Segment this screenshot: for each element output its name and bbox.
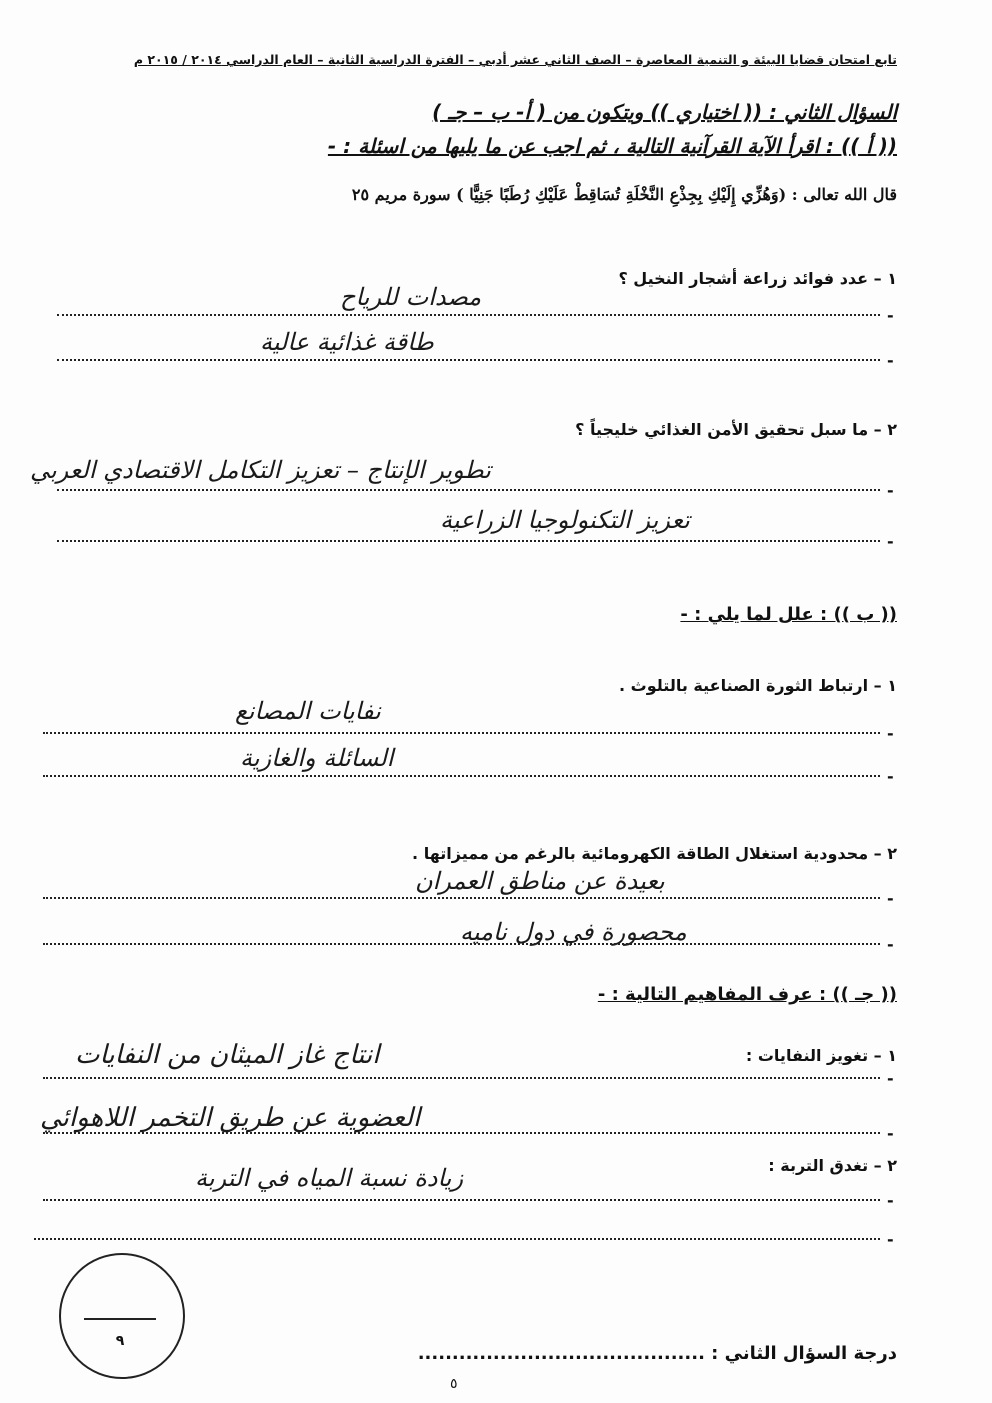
score-circle [59,1253,185,1379]
question-a2: ٢ – ما سبل تحقيق الأمن الغذائي خليجياً ؟ [575,420,897,439]
handwritten-answer: مصدات للرياح [340,283,482,311]
handwritten-answer: بعيدة عن مناطق العمران [415,867,665,895]
answer-line [43,732,880,734]
answer-dash: - [887,481,894,500]
handwritten-answer: السائلة والغازية [240,744,394,772]
quran-verse: قال الله تعالى : (وَهُزِّي إِلَيْكِ بِجِذْعِ النَّخْلَةِ تُسَاقِطْ عَلَيْكِ رُطَبًا جَنِيًّا ) سورة مريم ٢٥ [351,185,897,204]
part-b-title: (( ب )) : علل لما يلي : - [680,604,897,625]
answer-line [57,359,880,361]
answer-line [57,540,880,542]
answer-dash: - [887,351,894,370]
part-c-title: (( جـ )) : عرف المفاهيم التالية : - [597,984,897,1005]
answer-dash: - [887,1230,894,1249]
question-b1: ١ – ارتباط الثورة الصناعية بالتلوث . [619,676,897,695]
concept-c2: ٢ – تغدق التربة : [768,1156,897,1175]
part-a-instruction: (( أ )) : اقرأ الآية القرآنية التالية ، ثم اجب عن ما يليها من اسئلة : - [327,134,897,158]
answer-dash: - [887,767,894,786]
answer-line [57,489,880,491]
answer-line [43,943,880,945]
answer-line [43,1199,880,1201]
answer-line [57,314,880,316]
score-value: ٩ [115,1333,125,1349]
question-a1: ١ – عدد فوائد زراعة أشجار النخيل ؟ [618,269,897,288]
answer-line [43,1132,880,1134]
answer-line [43,1077,880,1079]
question-b2: ٢ – محدودية استغلال الطاقة الكهرومائية بالرغم من مميزاتها . [412,844,897,863]
score-fraction-line [84,1318,156,1320]
answer-dash: - [887,1069,894,1088]
handwritten-answer: نفايات المصانع [235,697,381,725]
handwritten-answer: العضوية عن طريق التخمر اللاهوائي [40,1103,421,1133]
handwritten-answer: زيادة نسبة المياه في التربة [195,1164,464,1192]
handwritten-answer: محصورة في دول ناميه [460,918,687,946]
handwritten-answer: تعزيز التكنولوجيا الزراعية [440,506,690,534]
answer-dash: - [887,724,894,743]
handwritten-answer: طاقة غذائية عالية [260,328,434,356]
page-number: ٥ [450,1376,458,1392]
answer-dash: - [887,1191,894,1210]
answer-dash: - [887,889,894,908]
handwritten-answer: تطوير الإنتاج – تعزيز التكامل الاقتصادي العربي [30,456,491,484]
answer-line [34,1238,880,1240]
answer-dash: - [887,306,894,325]
answer-dash: - [887,532,894,551]
answer-dash: - [887,935,894,954]
handwritten-answer: انتاج غاز الميثان من النفايات [75,1040,380,1070]
answer-dash: - [887,1124,894,1143]
concept-c1: ١ – تغويز النفايات : [745,1046,897,1065]
exam-header: تابع امتحان قضايا البيئة و التنمية المعاصرة – الصف الثاني عشر أدبي – الفترة الدراسية الثانية – العام الدراسي ٢٠١٤ / ٢٠١٥ م [133,52,897,67]
answer-line [43,775,880,777]
question-score-label: درجة السؤال الثاني : .......................................... [417,1343,897,1364]
answer-line [43,897,880,899]
question-title: السؤال الثاني : (( اختياري )) ويتكون من ( أ- ب – جـ ) [432,100,897,124]
